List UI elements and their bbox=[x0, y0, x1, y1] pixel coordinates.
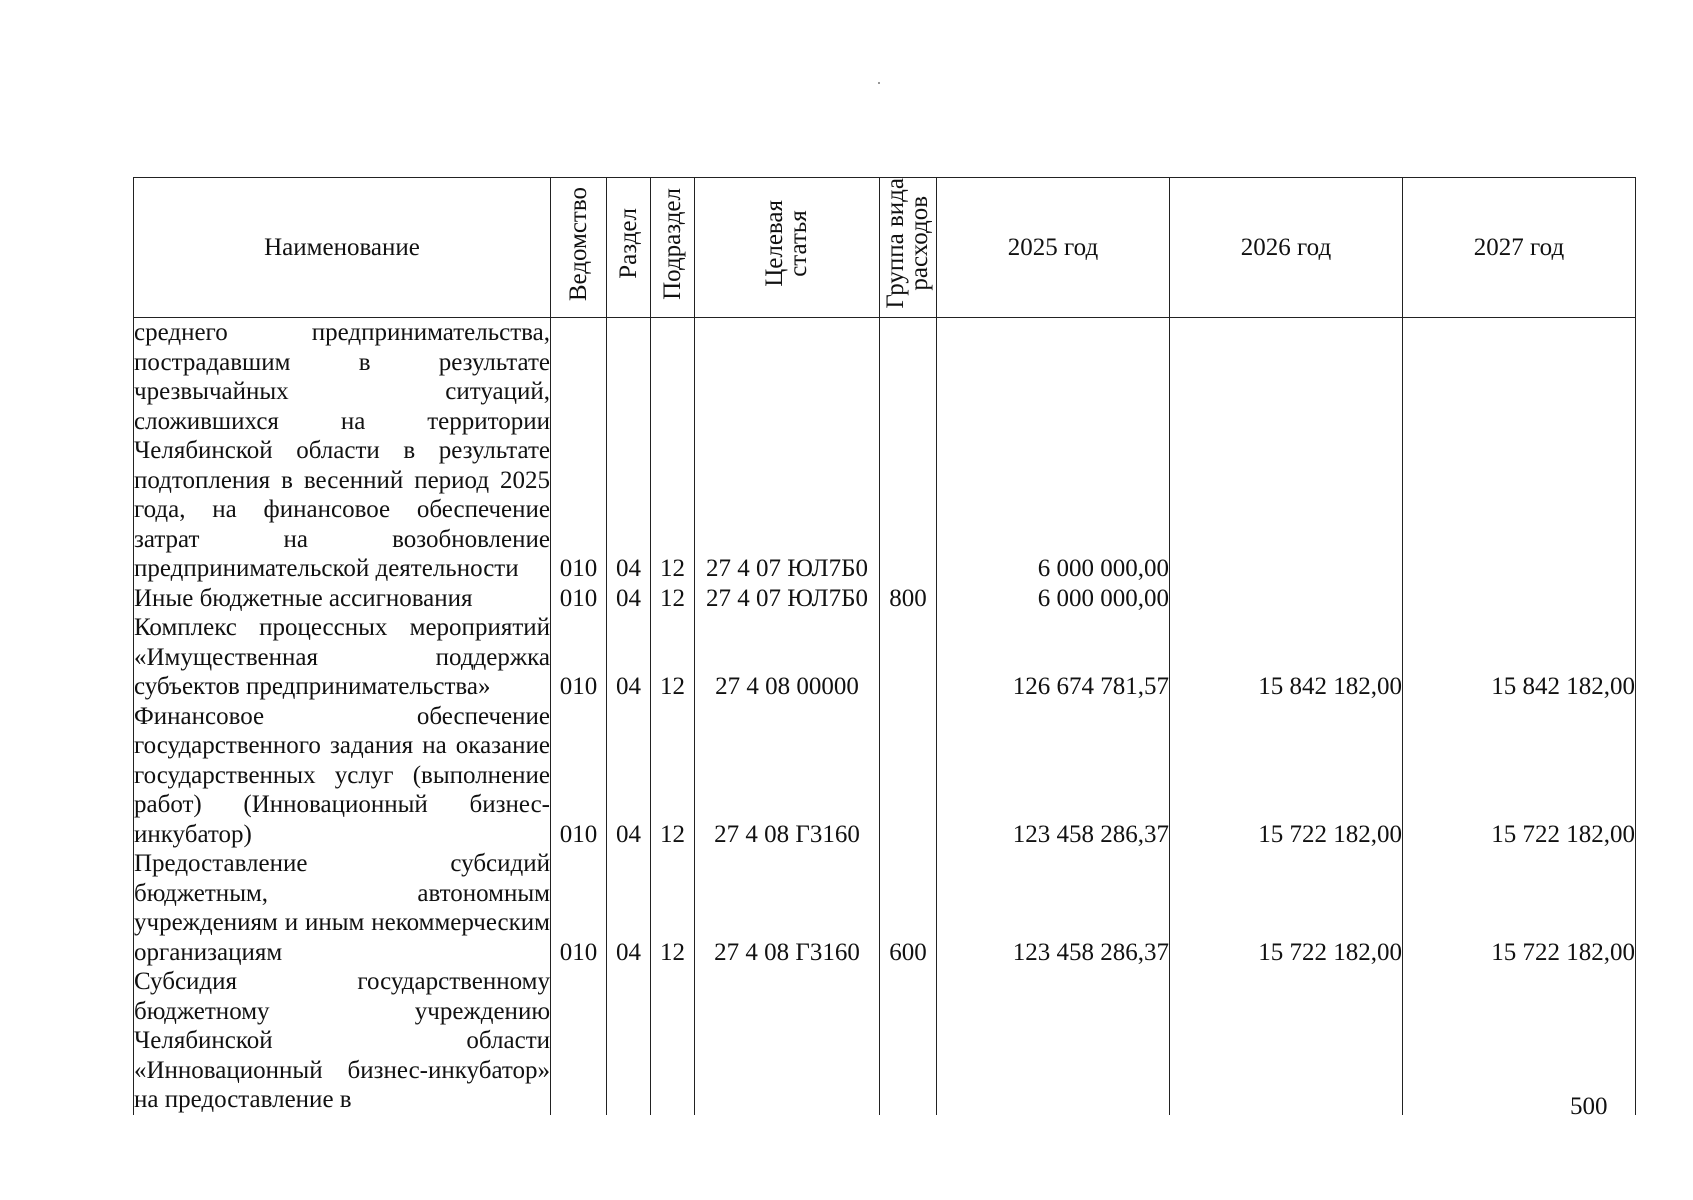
row-target-article: 27 4 08 00000 bbox=[695, 613, 880, 702]
row-vedomstvo: 010 bbox=[551, 584, 607, 614]
row-name: Субсидия государственному бюджетному учреждению Челябинской области «Инновационный бизнес-инкубатор» на предоставление в bbox=[134, 968, 550, 1113]
row-podrazdel bbox=[651, 967, 695, 1115]
row-2025 bbox=[937, 967, 1170, 1115]
row-podrazdel: 12 bbox=[651, 584, 695, 614]
header-2025: 2025 год bbox=[937, 178, 1170, 318]
row-2026: 15 722 182,00 bbox=[1170, 849, 1403, 967]
row-razdel: 04 bbox=[607, 613, 651, 702]
header-razdel: Раздел bbox=[607, 178, 651, 318]
row-podrazdel: 12 bbox=[651, 613, 695, 702]
scan-speck bbox=[878, 82, 880, 84]
header-expense-group: Группа вида расходов bbox=[880, 178, 937, 318]
row-razdel: 04 bbox=[607, 584, 651, 614]
table-row bbox=[134, 318, 1636, 584]
header-2026: 2026 год bbox=[1170, 178, 1403, 318]
row-2026 bbox=[1170, 318, 1403, 584]
row-2027 bbox=[1403, 318, 1636, 584]
row-vedomstvo: 010 bbox=[551, 613, 607, 702]
table-row bbox=[134, 849, 1636, 967]
table-row bbox=[134, 584, 1636, 614]
row-target-article bbox=[695, 967, 880, 1115]
row-name: Комплекс процессных мероприятий «Имущественная поддержка субъектов предпринимательства» bbox=[134, 614, 550, 700]
table-row bbox=[134, 702, 1636, 850]
row-2027 bbox=[1403, 584, 1636, 614]
row-target-article: 27 4 08 Г3160 bbox=[695, 849, 880, 967]
row-name: среднего предпринимательства, пострадавшим в результате чрезвычайных ситуаций, сложившихся на территории Челябинской области в результате подтопления в весенний период 2025 года, на финансовое обеспечение затрат на возобновление предпринимательской деятельности bbox=[134, 319, 550, 582]
header-podrazdel: Подраздел bbox=[651, 178, 695, 318]
row-2025: 126 674 781,57 bbox=[937, 613, 1170, 702]
table-header-row bbox=[134, 178, 1636, 318]
row-expense-group: 600 bbox=[880, 849, 937, 967]
row-expense-group bbox=[880, 702, 937, 850]
row-expense-group bbox=[880, 613, 937, 702]
budget-table bbox=[133, 177, 1636, 1115]
row-2025: 123 458 286,37 bbox=[937, 849, 1170, 967]
row-2025: 123 458 286,37 bbox=[937, 702, 1170, 850]
row-2025: 6 000 000,00 bbox=[937, 318, 1170, 584]
row-target-article: 27 4 07 ЮЛ7Б0 bbox=[695, 584, 880, 614]
row-podrazdel: 12 bbox=[651, 318, 695, 584]
table-row bbox=[134, 967, 1636, 1115]
row-expense-group bbox=[880, 967, 937, 1115]
row-2026: 15 722 182,00 bbox=[1170, 702, 1403, 850]
row-vedomstvo bbox=[551, 967, 607, 1115]
row-podrazdel: 12 bbox=[651, 702, 695, 850]
header-2027: 2027 год bbox=[1403, 178, 1636, 318]
row-name: Иные бюджетные ассигнования bbox=[134, 584, 551, 614]
row-2026 bbox=[1170, 584, 1403, 614]
row-2026 bbox=[1170, 967, 1403, 1115]
row-2027: 15 842 182,00 bbox=[1403, 613, 1636, 702]
table-row bbox=[134, 613, 1636, 702]
row-2025: 6 000 000,00 bbox=[937, 584, 1170, 614]
row-name: Финансовое обеспечение государственного задания на оказание государственных услуг (выполнение работ) (Инновационный бизнес-инкубатор) bbox=[134, 702, 550, 848]
row-expense-group: 800 bbox=[880, 584, 937, 614]
row-razdel: 04 bbox=[607, 702, 651, 850]
row-2027: 15 722 182,00 bbox=[1403, 849, 1636, 967]
row-name: Предоставление субсидий бюджетным, автономным учреждениям и иным некоммерческим организациям bbox=[134, 850, 550, 966]
row-vedomstvo: 010 bbox=[551, 702, 607, 850]
row-target-article: 27 4 08 Г3160 bbox=[695, 702, 880, 850]
row-2026: 15 842 182,00 bbox=[1170, 613, 1403, 702]
row-target-article: 27 4 07 ЮЛ7Б0 bbox=[695, 318, 880, 584]
header-name: Наименование bbox=[134, 178, 551, 318]
row-razdel bbox=[607, 967, 651, 1115]
row-2027: 15 722 182,00 bbox=[1403, 702, 1636, 850]
header-target-article: Целевая статья bbox=[695, 178, 880, 318]
row-razdel: 04 bbox=[607, 318, 651, 584]
row-razdel: 04 bbox=[607, 849, 651, 967]
header-vedomstvo: Ведомство bbox=[551, 178, 607, 318]
row-vedomstvo: 010 bbox=[551, 849, 607, 967]
row-vedomstvo: 010 bbox=[551, 318, 607, 584]
page-number: 500 bbox=[1570, 1093, 1608, 1120]
row-expense-group bbox=[880, 318, 937, 584]
row-podrazdel: 12 bbox=[651, 849, 695, 967]
